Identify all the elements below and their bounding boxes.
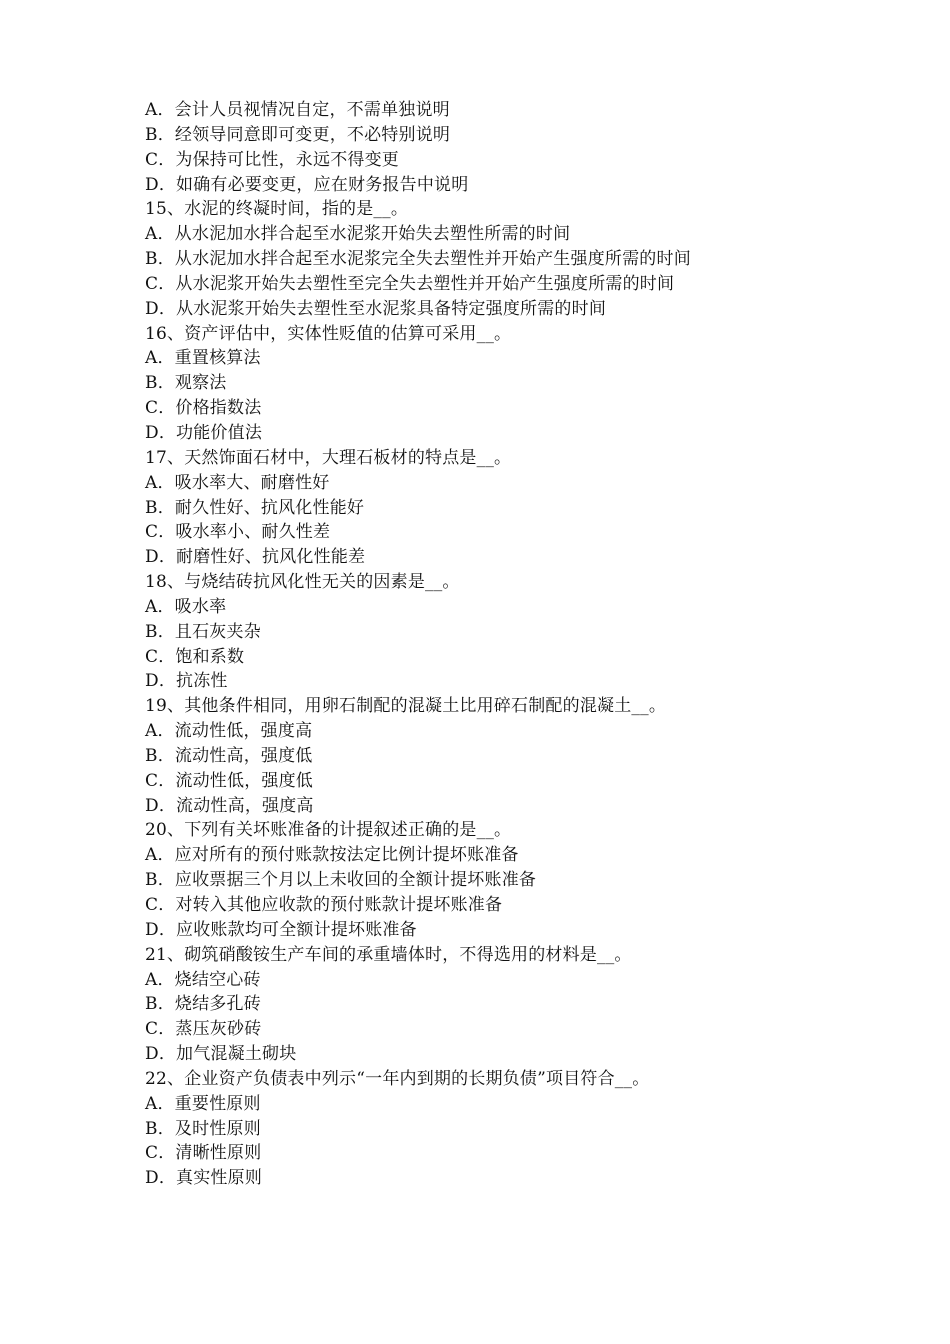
answer-option: C．价格指数法: [145, 398, 262, 419]
question-stem: 17、天然饰面石材中，大理石板材的特点是__。: [145, 447, 512, 468]
answer-option: B．观察法: [145, 373, 227, 394]
answer-option: C．清晰性原则: [145, 1143, 262, 1164]
answer-option: C．为保持可比性，永远不得变更: [145, 149, 400, 170]
answer-option: B．烧结多孔砖: [145, 994, 261, 1015]
answer-option: D．耐磨性好、抗风化性能差: [145, 547, 366, 568]
question-stem: 15、水泥的终凝时间，指的是__。: [145, 199, 409, 220]
answer-option: A．重要性原则: [145, 1093, 261, 1114]
answer-option: D．应收账款均可全额计提坏账准备: [145, 919, 417, 940]
answer-option: A．流动性低，强度高: [145, 721, 313, 742]
answer-option: A．应对所有的预付账款按法定比例计提坏账准备: [145, 845, 519, 866]
question-stem: 21、砌筑硝酸铵生产车间的承重墙体时，不得选用的材料是__。: [145, 944, 632, 965]
question-stem: 19、其他条件相同，用卵石制配的混凝土比用碎石制配的混凝土__。: [145, 696, 667, 717]
question-stem: 22、企业资产负债表中列示“一年内到期的长期负债”项目符合__。: [145, 1068, 650, 1089]
answer-option: D．流动性高，强度高: [145, 795, 314, 816]
question-stem: 18、与烧结砖抗风化性无关的因素是__。: [145, 572, 460, 593]
document-page: [145, 98, 845, 1191]
answer-option: C．饱和系数: [145, 646, 245, 667]
answer-option: B．及时性原则: [145, 1118, 261, 1139]
answer-option: A．吸水率大、耐磨性好: [145, 472, 330, 493]
answer-option: B．耐久性好、抗风化性能好: [145, 497, 365, 518]
answer-option: C．吸水率小、耐久性差: [145, 522, 331, 543]
answer-option: D．真实性原则: [145, 1168, 263, 1189]
answer-option: B．且石灰夹杂: [145, 621, 261, 642]
answer-option: D．如确有必要变更，应在财务报告中说明: [145, 174, 469, 195]
answer-option: A．从水泥加水拌合起至水泥浆开始失去塑性所需的时间: [145, 224, 571, 245]
answer-option: A．吸水率: [145, 596, 227, 617]
answer-option: C．对转入其他应收款的预付账款计提坏账准备: [145, 895, 503, 915]
answer-option: A．会计人员视情况自定，不需单独说明: [145, 100, 450, 120]
answer-option: B．从水泥加水拌合起至水泥浆完全失去塑性并开始产生强度所需的时间: [145, 249, 691, 270]
answer-option: C．蒸压灰砂砖: [145, 1019, 262, 1040]
answer-option: C．流动性低，强度低: [145, 770, 314, 791]
answer-option: B．经领导同意即可变更，不必特别说明: [145, 124, 451, 145]
answer-option: D．从水泥浆开始失去塑性至水泥浆具备特定强度所需的时间: [145, 298, 607, 319]
answer-option: D．加气混凝土砌块: [145, 1044, 297, 1065]
answer-option: D．功能价值法: [145, 422, 263, 443]
question-stem: 16、资产评估中，实体性贬值的估算可采用__。: [145, 323, 512, 344]
answer-option: A．重置核算法: [145, 348, 261, 369]
answer-option: B．流动性高，强度低: [145, 745, 313, 766]
answer-option: A．烧结空心砖: [145, 969, 261, 990]
answer-option: B．应收票据三个月以上未收回的全额计提坏账准备: [145, 870, 537, 891]
answer-option: C．从水泥浆开始失去塑性至完全失去塑性并开始产生强度所需的时间: [145, 273, 675, 294]
answer-option: D．抗冻性: [145, 671, 228, 692]
question-stem: 20、下列有关坏账准备的计提叙述正确的是__。: [145, 820, 512, 841]
